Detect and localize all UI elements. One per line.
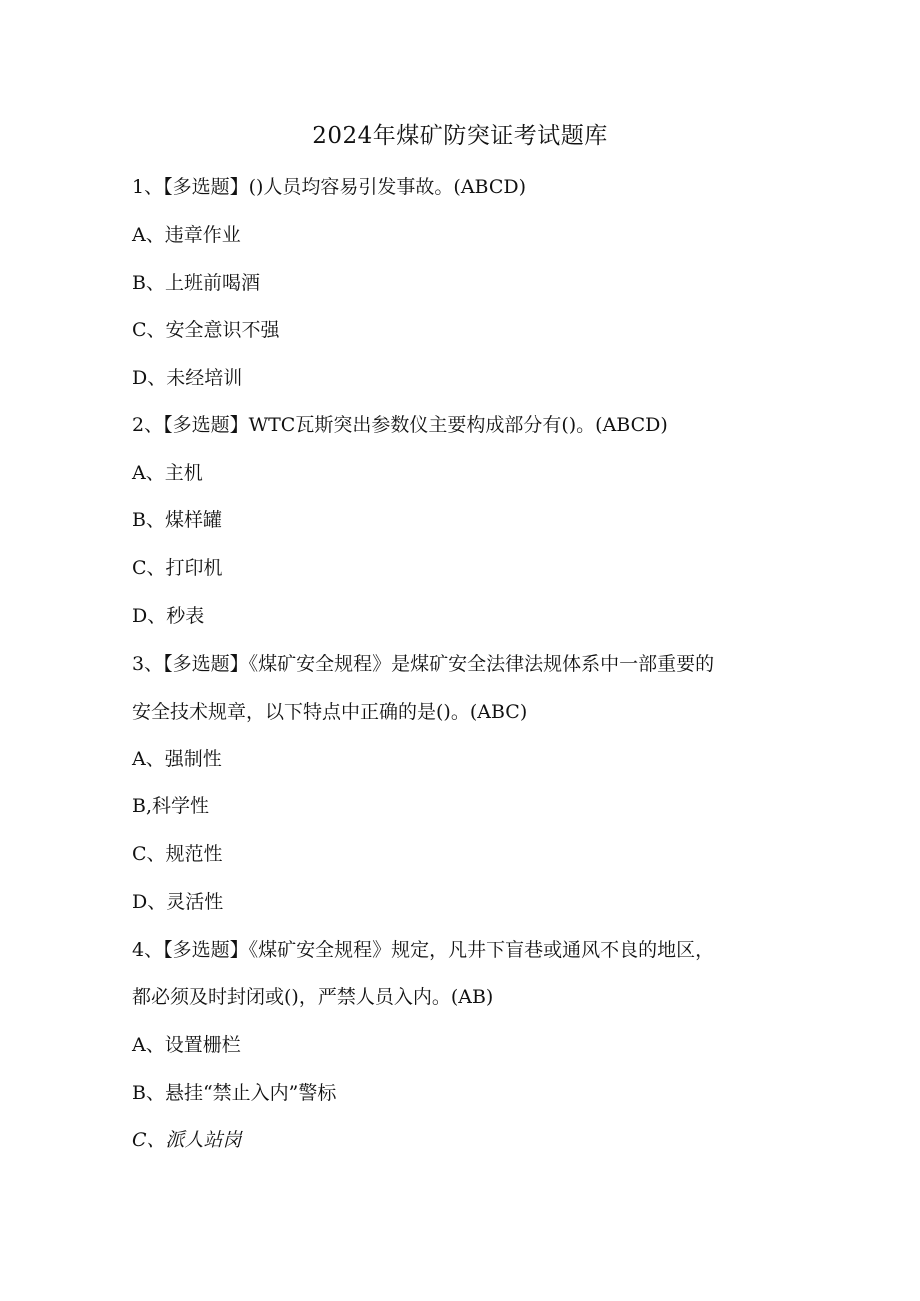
- q3-stem-line1: 3、【多选题】《煤矿安全规程》是煤矿安全法律法规体系中一部重要的: [132, 653, 715, 675]
- q2-stem: 2、【多选题】WTC瓦斯突出参数仪主要构成部分有()。(ABCD): [132, 414, 668, 436]
- q2-option-d: D、秒表: [132, 605, 205, 627]
- q3-option-d: D、灵活性: [132, 891, 224, 913]
- q2-option-b: B、煤样罐: [132, 509, 222, 531]
- q1-option-b: B、上班前喝酒: [132, 272, 260, 294]
- q4-option-b: B、悬挂“禁止入内”警标: [132, 1082, 337, 1104]
- q4-option-c: C、派人站岗: [132, 1129, 242, 1151]
- q2-option-c: C、打印机: [132, 557, 223, 579]
- q3-option-b: B,科学性: [132, 795, 210, 817]
- q3-option-c: C、规范性: [132, 843, 223, 865]
- q1-option-a: A、违章作业: [132, 224, 241, 246]
- q4-stem-line1: 4、【多选题】《煤矿安全规程》规定，凡井下盲巷或通风不良的地区，: [132, 939, 715, 961]
- q2-option-a: A、主机: [132, 462, 203, 484]
- q1-stem: 1、【多选题】()人员均容易引发事故。(ABCD): [132, 176, 527, 198]
- q1-option-c: C、安全意识不强: [132, 319, 280, 341]
- q3-option-a: A、强制性: [132, 748, 222, 770]
- page-title: 2024年煤矿防突证考试题库: [312, 123, 608, 149]
- q4-option-a: A、设置栅栏: [132, 1034, 241, 1056]
- q4-stem-line2: 都必须及时封闭或()，严禁人员入内。(AB): [132, 986, 494, 1008]
- q1-option-d: D、未经培训: [132, 367, 243, 389]
- q3-stem-line2: 安全技术规章，以下特点中正确的是()。(ABC): [132, 701, 528, 723]
